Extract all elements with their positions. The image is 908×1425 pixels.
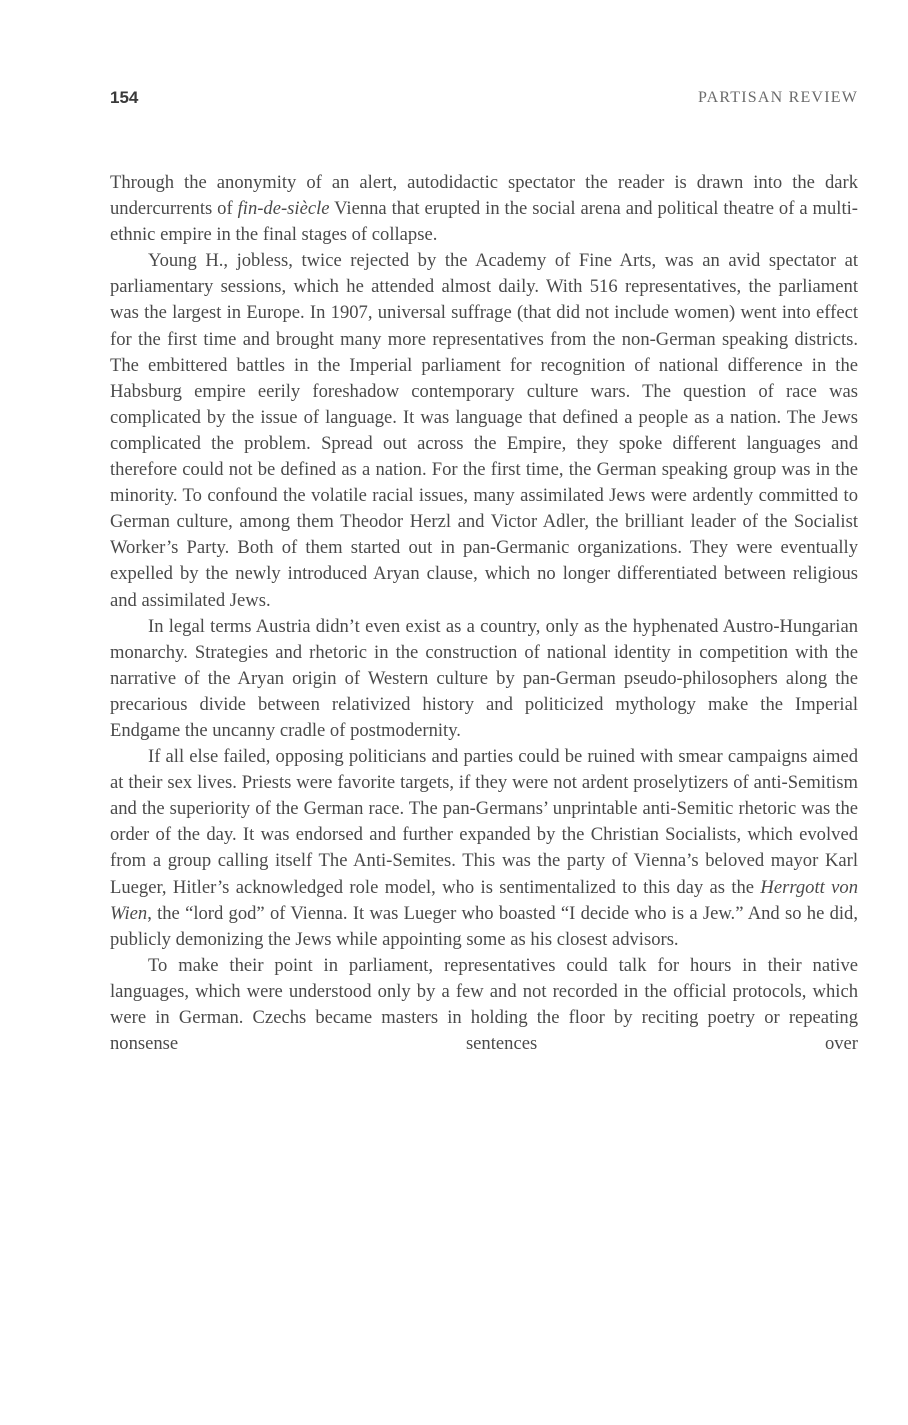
paragraph — [110, 170, 858, 248]
running-head: PARTISAN REVIEW — [697, 89, 858, 106]
paragraph — [110, 614, 858, 744]
body-text — [110, 170, 858, 1057]
italic-term: Herrgott von Wien — [110, 876, 858, 924]
text-run: To make their point in parliament, representatives could talk for hours in their native languages, which were understood only by a few and not recorded in the official protocols, which were in German. Czechs became masters in holding the floor by reciting poetry or repeating nonsense sentences over — [110, 954, 858, 1055]
text-run: In legal terms Austria didn’t even exist as a country, only as the hyphenated Austro-Hungarian monarchy. Strategies and rhetoric in the construction of national identity in competition with the narrative of the Aryan origin of Western culture by pan-German pseudo-philosophers along the precarious divide between relativized history and politicized mythology make the Imperial Endgame the uncanny cradle of postmodernity. — [110, 615, 858, 741]
paragraph — [110, 953, 858, 1057]
page-header — [110, 88, 858, 116]
paragraph — [110, 744, 858, 953]
text-run: If all else failed, opposing politicians and parties could be ruined with smear campaigns aimed at their sex lives. Priests were favorite targets, if they were not ardent proselytizers of anti-Semitism and the superiority of the German race. The pan-Germans’ unprintable anti-Semitic rhetoric was the order of the day. It was endorsed and further expanded by the Christian Socialists, which evolved from a group calling itself The Anti-Semites. This was the party of Vienna’s beloved mayor Karl Lueger, Hitler’s acknowledged role model, who is sentimentalized to this day as the — [110, 746, 858, 898]
italic-term: fin-de-siècle — [237, 198, 330, 220]
text-run: Through the anonymity of an alert, autodidactic spectator the reader is drawn into the dark undercurrents of — [110, 172, 858, 220]
text-run: Young H., jobless, twice rejected by the Academy of Fine Arts, was an avid spectator at parliamentary sessions, which he attended almost daily. With 516 representatives, the parliament was the largest in Europe. In 1907, universal suffrage (that did not include women) went into effect for the first time and brought many more representatives from the non-German speaking districts. The embittered battles in the Imperial parliament for recognition of national difference in the Habsburg empire eerily foreshadow contemporary culture wars. The question of race was complicated by the issue of language. It was language that defined a people as a nation. The Jews complicated the problem. Spread out across the Empire, they spoke different languages and therefore could not be defined as a nation. For the first time, the German speaking group was in the minority. To confound the volatile racial issues, many assimilated Jews were ardently committed to German culture, among them Theodor Herzl and Victor Adler, the brilliant leader of the Socialist Worker’s Party. Both of them started out in pan-Germanic organizations. They were eventually expelled by the newly introduced Aryan clause, which no longer differentiated between religious and assimilated Jews. — [110, 250, 858, 611]
paragraph — [110, 248, 858, 613]
text-run: , the “lord god” of Vienna. It was Lueger who boasted “I decide who is a Jew.” And so he did, publicly demonizing the Jews while appointing some as his closest advisors. — [110, 902, 858, 950]
text-run: Vienna that erupted in the social arena and political theatre of a multi-ethnic empire in the final stages of collapse. — [110, 198, 858, 246]
page-number: 154 — [110, 88, 139, 107]
